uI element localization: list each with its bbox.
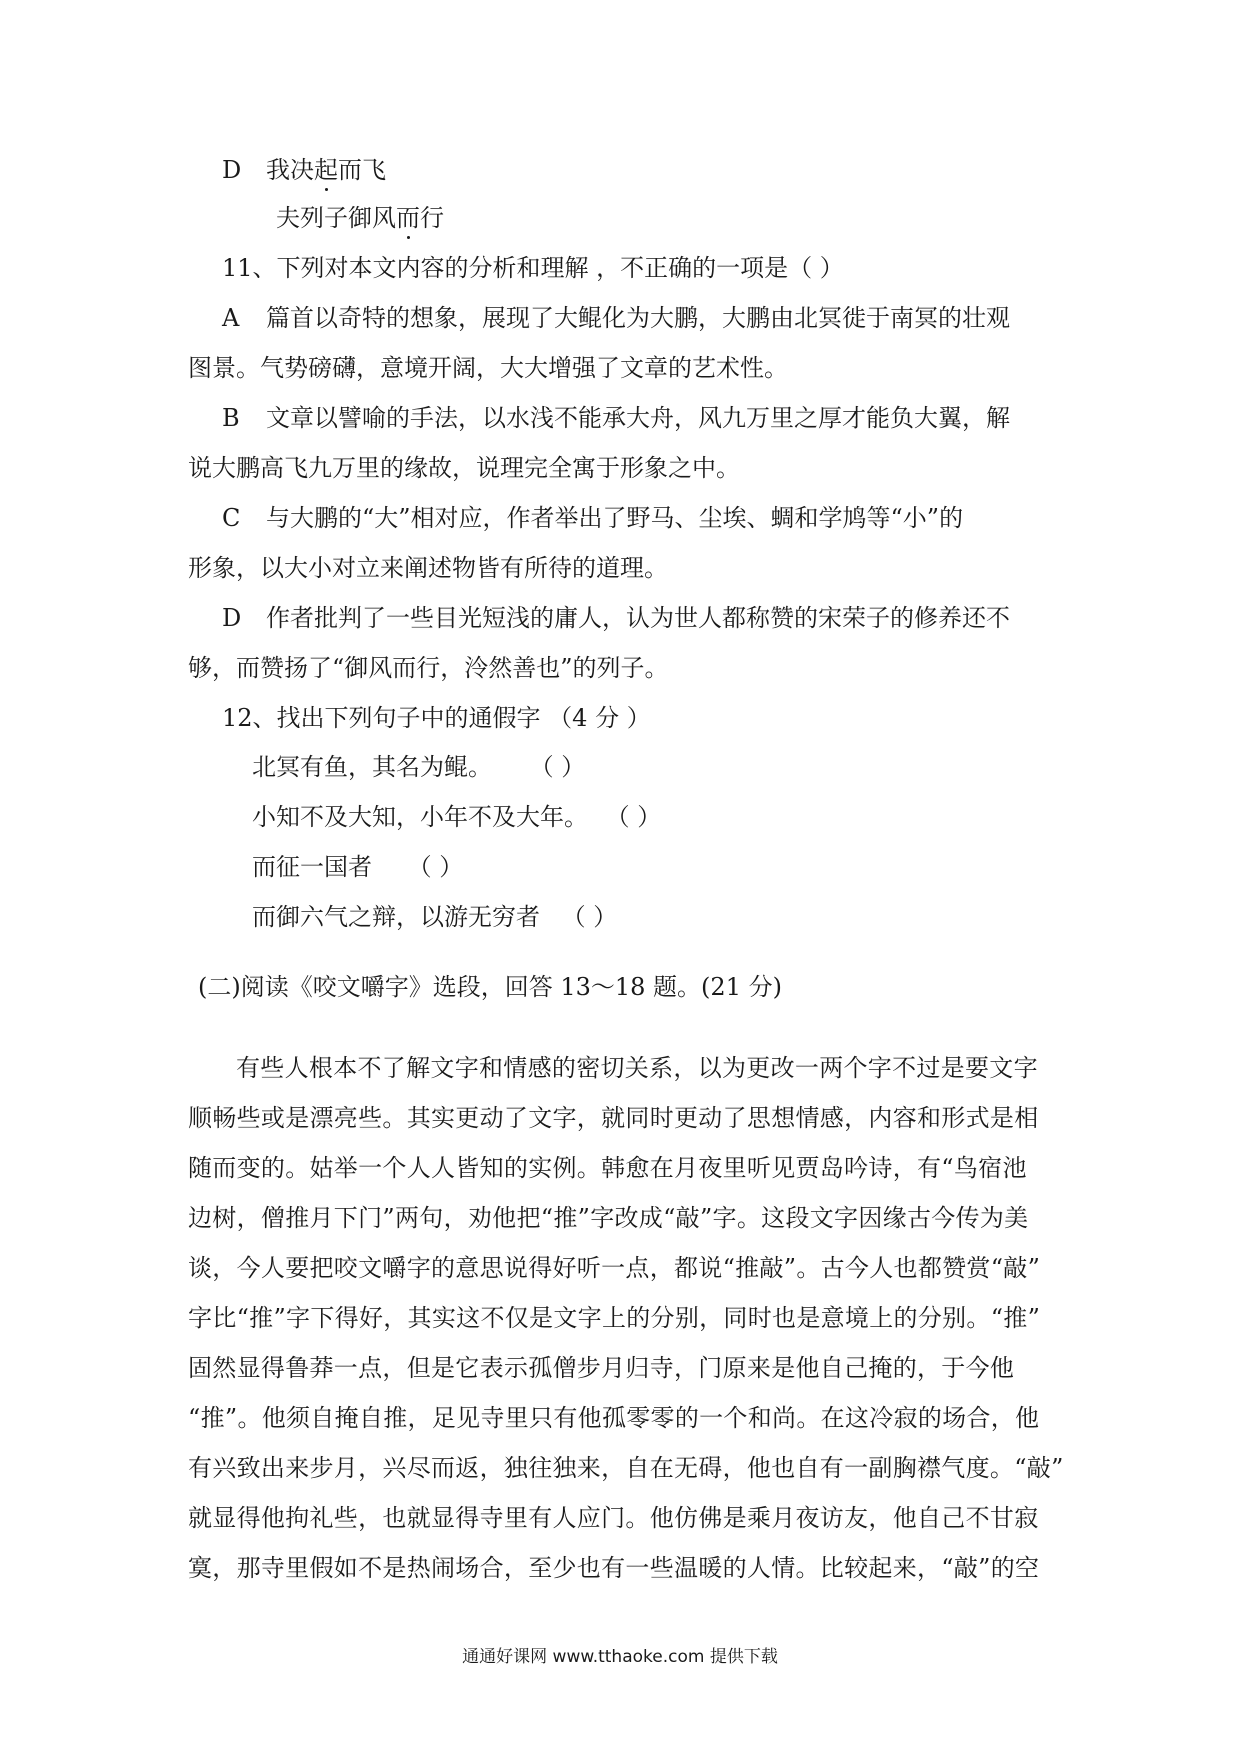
passage-line-2: 顺畅些或是漂亮些。其实更动了文字，就同时更动了思想情感，内容和形式是相	[188, 1104, 1039, 1132]
passage-line-7: 固然显得鲁莽一点，但是它表示孤僧步月归寺，门原来是他自己掩的，于今他	[188, 1354, 1015, 1382]
q10-option-d-label: D	[222, 156, 242, 184]
q11-option-b-line2: 说大鹏高飞九万里的缘故，说理完全寓于形象之中。	[188, 454, 740, 482]
passage-line-1: 有些人根本不了解文字和情感的密切关系，以为更改一两个字不过是要文字	[236, 1054, 1038, 1082]
q12-item-3	[252, 855, 463, 879]
q12-item-4-text: 而御六气之辩，以游无穷者	[252, 903, 540, 931]
q10-option-d-dotted-char: 起	[314, 156, 338, 184]
passage-line-10: 就显得他拘礼些，也就显得寺里有人应门。他仿佛是乘月夜访友，他自己不甘寂	[188, 1504, 1039, 1532]
q10-option-d-line2-pre: 夫列子御风	[276, 204, 396, 232]
passage-line-11: 寞，那寺里假如不是热闹场合，至少也有一些温暖的人情。比较起来，“敲”的空	[188, 1554, 1040, 1582]
section-2-heading: (二)阅读《咬文嚼字》选段，回答 13～18 题。(21 分)	[198, 973, 782, 1001]
q11-option-d-text: 作者批判了一些目光短浅的庸人，认为世人都称赞的宋荣子的修养还不	[266, 604, 1010, 632]
q11-option-a-line2: 图景。气势磅礴，意境开阔，大大增强了文章的艺术性。	[188, 354, 788, 382]
q12-item-4-answer-blank: （ ）	[561, 903, 618, 931]
q11-option-a-text: 篇首以奇特的想象，展现了大鲲化为大鹏，大鹏由北冥徙于南冥的壮观	[266, 304, 1010, 332]
q12-item-2	[252, 805, 661, 829]
q11-option-d-line2: 够，而赞扬了“御风而行，泠然善也”的列子。	[188, 654, 669, 682]
passage-line-6: 字比“推”字下得好，其实这不仅是文字上的分别，同时也是意境上的分别。“推”	[188, 1304, 1041, 1332]
q10-option-d-line2-dotted-char: 而	[396, 204, 420, 232]
q11-option-b-label: B	[222, 404, 240, 432]
passage-line-9: 有兴致出来步月，兴尽而返，独往独来，自在无碍，他也自有一副胸襟气度。“敲”	[188, 1454, 1064, 1482]
page-footer: 通通好课网 www.tthaoke.com 提供下载	[462, 1647, 778, 1667]
q11-option-d-label: D	[222, 604, 242, 632]
q12-item-3-text: 而征一国者	[252, 853, 372, 881]
q12-item-1-text: 北冥有鱼，其名为鲲。	[252, 753, 492, 781]
passage-line-3: 随而变的。姑举一个人人皆知的实例。韩愈在月夜里听见贾岛吟诗，有“鸟宿池	[188, 1154, 1027, 1182]
q12-item-3-answer-blank: （ ）	[407, 853, 464, 881]
q12-item-1	[252, 755, 585, 779]
q12-stem: 12、找出下列句子中的通假字 （4 分 ）	[222, 704, 651, 732]
q11-option-c-line2: 形象，以大小对立来阐述物皆有所待的道理。	[188, 554, 668, 582]
q11-option-d-line1	[222, 606, 1010, 630]
q12-item-1-answer-blank: （ ）	[529, 753, 586, 781]
passage-line-5: 谈，今人要把咬文嚼字的意思说得好听一点，都说“推敲”。古今人也都赞赏“敲”	[188, 1254, 1041, 1282]
q11-option-a-label: A	[222, 304, 240, 332]
q11-option-c-text: 与大鹏的“大”相对应，作者举出了野马、尘埃、蜩和学鸠等“小”的	[266, 504, 964, 532]
q11-option-c-label: C	[222, 504, 241, 532]
q11-stem: 11、下列对本文内容的分析和理解 ，不正确的一项是（ ）	[222, 254, 844, 282]
q12-item-2-text: 小知不及大知，小年不及大年。	[252, 803, 588, 831]
q11-option-b-line1	[222, 406, 1010, 430]
q12-item-2-answer-blank: （ ）	[605, 803, 662, 831]
q11-option-b-text: 文章以譬喻的手法，以水浅不能承大舟，风九万里之厚才能负大翼，解	[266, 404, 1010, 432]
passage-line-4: 边树，僧推月下门”两句，劝他把“推”字改成“敲”字。这段文字因缘古今传为美	[188, 1204, 1029, 1232]
q11-option-c-line1	[222, 506, 963, 530]
q10-option-d-text-post: 而飞	[338, 156, 386, 184]
q12-item-4	[252, 905, 617, 929]
q11-option-a-line1	[222, 306, 1010, 330]
q10-option-d-line1	[222, 158, 386, 182]
q10-option-d-text-pre: 我决	[266, 156, 314, 184]
q10-option-d-line2	[276, 206, 444, 230]
q10-option-d-line2-post: 行	[420, 204, 444, 232]
passage-line-8: “推”。他须自掩自推，足见寺里只有他孤零零的一个和尚。在这冷寂的场合，他	[188, 1404, 1040, 1432]
